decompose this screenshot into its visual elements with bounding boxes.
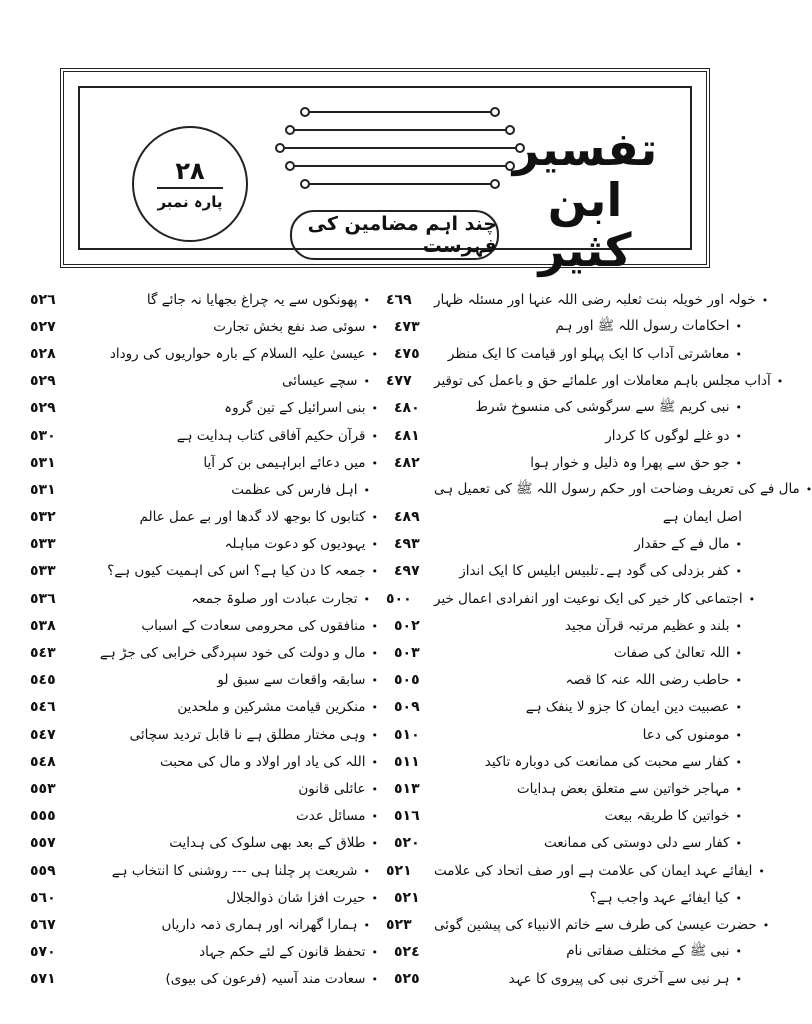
toc-page-number: ٥٢٦ [30,291,56,308]
toc-page-number: ٥٢١ [386,862,412,879]
bullet-icon: • [371,891,378,905]
toc-entry-title: طلاق کے بعد بھی سلوک کی ہدایت [169,835,366,852]
toc-entry-text [78,672,378,688]
toc-entry-text [442,563,742,579]
toc-entry-text [78,482,370,498]
toc-entry-left[interactable] [30,727,388,743]
toc-entry-left[interactable] [30,563,388,579]
toc-entry-title: ایفائے عہد ایمان کی علامت ہے اور صف اتحاد کی علامت [434,862,753,879]
toc-entry-title: سوئی صد نفع بخش تجارت [213,318,366,335]
toc-entry-text [442,672,742,688]
bullet-icon: • [363,483,370,497]
toc-entry-text [78,455,378,471]
toc-page-number: ٥٣٨ [30,617,56,634]
toc-entry-title: اللہ تعالیٰ کی صفات [613,645,730,662]
bullet-icon: • [762,918,770,932]
toc-entry-title: پھونکوں سے یہ چراغ بجھایا نہ جائے گا [146,291,358,308]
toc-entry-text [442,618,742,634]
bullet-icon: • [735,782,742,796]
bullet-icon: • [371,674,378,688]
toc-entry-text [78,835,378,851]
toc-entry-text [78,536,378,552]
bullet-icon: • [805,482,812,496]
toc-row [30,966,742,993]
toc-entry-text [442,754,742,770]
toc-page-number: ٤٧٧ [386,373,412,390]
toc-entry-text [78,319,378,335]
toc-row [30,911,770,938]
toc-entry-left[interactable] [30,781,388,797]
toc-entry-left[interactable] [30,428,388,444]
toc-page-number: ٥٢٠ [394,835,420,852]
toc-entry-text [442,727,742,743]
toc-page-number: ٥٤٥ [30,672,56,689]
bullet-icon: • [371,946,378,960]
para-number-badge [132,126,248,242]
toc-page-number: ٤٨٠ [394,400,420,417]
toc-entry-right[interactable] [388,971,742,987]
toc-page-number: ٥٥٩ [30,862,56,879]
toc-entry-title: میں دعائے ابراہیمی بن کر آیا [203,454,366,471]
bullet-icon: • [363,918,370,932]
toc-page-number: ٤٦٩ [386,291,412,308]
bullet-icon: • [371,429,378,443]
bullet-icon: • [776,375,784,389]
toc-entry-left[interactable] [30,863,380,879]
toc-page-number: ٥١٣ [394,780,420,797]
toc-entry-title: ہر نبی سے آخری نبی کی پیروی کا عہد [508,971,730,988]
toc-entry-right[interactable] [388,428,742,444]
header-inner-border [78,86,692,278]
toc-entry-title: خواتین کا طریقہ بیعت [604,808,730,825]
toc-entry-right[interactable] [388,672,742,688]
toc-row [30,803,742,830]
toc-page-number: ٥٣١ [30,454,56,471]
toc-entry-right[interactable] [388,346,742,362]
toc-entry-text [442,971,742,987]
toc-row [30,857,765,884]
para-number: ٢٨ [157,157,223,189]
toc-entry-text [434,292,768,308]
toc-page-number: ٥١٦ [394,808,420,825]
toc-entry-right[interactable] [388,317,742,337]
book-title: تفسیر ابن کثیر [512,122,658,278]
bullet-icon: • [761,293,769,307]
toc-entry-text [78,863,370,879]
bullet-icon: • [371,619,378,633]
toc-entry-right[interactable] [388,536,742,552]
toc-entry-title: مہاجر خواتین سے متعلق بعض ہدایات [516,780,730,797]
toc-entry-left[interactable] [30,319,388,335]
toc-entry-text [442,509,742,525]
toc-entry-text [78,727,378,743]
toc-entry-right[interactable] [388,808,742,824]
toc-page-number: ٥٥٧ [30,835,56,852]
table-of-contents [30,286,812,993]
toc-entry-text [78,591,370,607]
toc-entry-title: حضرت عیسیٰ کی طرف سے خاتم الانبیاء کی پیشین گوئی [434,916,757,933]
toc-page-number: ٤٨٩ [394,509,420,526]
bullet-icon: • [371,837,378,851]
toc-entry-text [434,480,812,500]
toc-row [30,694,742,721]
toc-entry-right[interactable] [380,916,770,933]
toc-row [30,667,742,694]
bullet-icon: • [371,538,378,552]
toc-entry-title: بنی اسرائیل کے تین گروہ [224,400,366,417]
toc-entry-title: معاشرتی آداب کا ایک پہلو اور قیامت کا ایک منظر [447,345,730,362]
bullet-icon: • [758,864,765,878]
toc-entry-text [442,645,742,661]
toc-entry-title: سابقہ واقعات سے سبق لو [217,672,366,689]
toc-page-number: ٤٨١ [394,427,420,444]
toc-entry-title: عصبیت دین ایمان کا جزو لا ینفک ہے [525,699,730,716]
toc-entry-title: سعادت مند آسیہ (فرعون کی بیوی) [165,971,366,988]
toc-entry-left[interactable] [30,917,380,933]
toc-entry-text [434,373,783,389]
toc-entry-text [442,317,742,337]
toc-entry-right[interactable] [388,645,742,661]
toc-entry-right[interactable] [388,835,742,851]
toc-row [30,939,742,966]
toc-entry-title: کفار سے محبت کی ممانعت کی دوبارہ تاکید [484,753,730,770]
toc-entry-title: حیرت افزا شان ذوالجلال [226,889,366,906]
toc-page-number: ٥٢٩ [30,400,56,417]
toc-entry-right[interactable] [388,727,742,743]
toc-entry-title: منکرین قیامت مشرکین و ملحدین [177,699,366,716]
toc-entry-title: تجارت عبادت اور صلوۃ جمعہ [191,590,358,607]
toc-entry-title: بلند و عظیم مرتبہ قرآن مجید [564,617,730,634]
toc-entry-text [78,292,370,308]
toc-row [30,504,742,531]
toc-entry-text [434,917,769,933]
bullet-icon: • [735,674,742,688]
toc-entry-title: کفار سے دلی دوستی کی ممانعت [544,835,730,852]
toc-row [30,286,769,313]
toc-entry-left[interactable] [30,645,388,661]
toc-entry-left[interactable] [30,536,388,552]
toc-row [30,340,742,367]
toc-entry-text [442,699,742,715]
toc-page-number: ٥٣٣ [30,563,56,580]
toc-entry-text [78,563,378,579]
toc-page-number: ٥١١ [394,753,420,770]
toc-entry-left[interactable] [30,482,380,498]
toc-entry-title: تحفظ قانون کے لئے حکم جہاد [199,944,366,961]
bullet-icon: • [371,782,378,796]
toc-entry-text [78,428,378,444]
bullet-icon: • [735,810,742,824]
toc-entry-left[interactable] [30,699,388,715]
toc-page-number: ٥٤٧ [30,726,56,743]
toc-entry-text [78,373,370,389]
bullet-icon: • [735,319,742,333]
toc-row [30,368,784,395]
toc-entry-title: کیا ایفائے عہد واجب ہے؟ [589,889,730,906]
toc-row [30,449,742,476]
toc-entry-title: دو غلے لوگوں کا کردار [605,427,730,444]
toc-entry-text [442,835,742,851]
bullet-icon: • [363,864,370,878]
bullet-icon: • [363,592,370,606]
toc-row [30,884,742,911]
toc-page-number: ٥٤٨ [30,753,56,770]
toc-entry-right[interactable] [388,942,742,962]
toc-row [30,313,742,340]
toc-entry-right[interactable] [388,618,742,634]
header-frame [60,68,710,278]
bullet-icon: • [371,402,378,416]
toc-entry-right[interactable] [388,509,742,525]
toc-entry-text [442,398,742,418]
bullet-icon: • [735,647,742,661]
bullet-icon: • [735,755,742,769]
toc-page-number: ٥٢٣ [386,916,412,933]
toc-entry-text [78,645,378,661]
toc-entry-title: جو حق سے پھرا وہ ذلیل و خوار ہوا [530,454,730,471]
toc-row [30,721,742,748]
toc-page-number: ٥٦٠ [30,889,56,906]
toc-entry-title: نبی کریم ﷺ سے سرگوشی کی منسوخ شرط [475,399,730,416]
toc-entry-right[interactable] [388,563,742,579]
toc-page-number: ٥٢٩ [30,373,56,390]
bullet-icon: • [748,592,756,606]
bullet-icon: • [735,401,742,415]
toc-entry-left[interactable] [30,944,388,960]
bullet-icon: • [735,619,742,633]
toc-entry-text [78,944,378,960]
toc-page-number: ٥٢٥ [394,971,420,988]
toc-page-number: ٥٠٥ [394,672,420,689]
toc-page-number: ٥٢٧ [30,318,56,335]
toc-row [30,395,742,422]
toc-entry-text [78,971,378,987]
toc-entry-title: مال فے کے حقدار [634,536,730,553]
toc-entry-left[interactable] [30,971,388,987]
toc-entry-title: وہی مختار مطلق ہے نا قابل تردید سچائی [129,726,366,743]
toc-entry-right[interactable] [388,455,742,471]
toc-entry-text [442,536,742,552]
toc-page-number: ٥٣٢ [30,509,56,526]
toc-entry-left[interactable] [30,373,380,389]
toc-entry-right[interactable] [380,862,765,879]
toc-entry-title: منافقوں کی محرومی سعادت کے اسباب [141,617,366,634]
toc-entry-title: سچے عیسائی [281,373,358,390]
toc-entry-title: خولہ اور خویلہ بنت ثعلبہ رضی اللہ عنہا اور مسئلہ ظہار [434,291,756,308]
bullet-icon: • [735,429,742,443]
toc-entry-title: اجتماعی کار خیر کی ایک نوعیت اور انفرادی اعمال خیر [434,590,743,607]
toc-page-number: ٥٣١ [30,481,56,498]
toc-entry-text [78,781,378,797]
toc-entry-text [442,428,742,444]
bullet-icon: • [735,565,742,579]
toc-entry-title: احکامات رسول اللہ ﷺ اور ہم [555,317,730,334]
toc-entry-title: جمعہ کا دن کیا ہے؟ اس کی اہمیت کیوں ہے؟ [107,563,366,580]
toc-entry-right[interactable] [380,590,756,607]
toc-entry-title: شریعت پر چلنا ہی --- روشنی کا انتخاب ہے [111,862,358,879]
toc-page-number: ٥٥٣ [30,780,56,797]
bullet-icon: • [371,347,378,361]
toc-entry-title: مسائل عدت [295,808,366,825]
bullet-icon: • [371,973,378,987]
toc-entry-text [78,890,378,906]
toc-entry-title: ہمارا گھرانہ اور ہماری ذمہ داریاں [161,916,358,933]
toc-row [30,476,812,503]
toc-entry-left[interactable] [30,591,380,607]
toc-page-number: ٤٨٢ [394,454,420,471]
toc-page-number: ٥٢٤ [394,944,420,961]
toc-entry-title: یہودیوں کو دعوت مباہلہ [224,536,366,553]
toc-entry-left[interactable] [30,754,388,770]
toc-row [30,748,742,775]
toc-entry-text [442,781,742,797]
toc-entry-text [78,754,378,770]
bullet-icon: • [371,728,378,742]
toc-page-number: ٥٣٣ [30,536,56,553]
toc-row [30,612,742,639]
bullet-icon: • [735,837,742,851]
toc-entry-left[interactable] [30,835,388,851]
toc-entry-text [442,346,742,362]
toc-entry-title: عیسیٰ علیہ السلام کے بارہ حواریوں کی روداد [109,345,366,362]
bullet-icon: • [735,891,742,905]
toc-page-number: ٥٠٠ [386,590,412,607]
toc-entry-right[interactable] [388,699,742,715]
toc-page-number: ٥٣٦ [30,590,56,607]
bullet-icon: • [371,701,378,715]
toc-entry-left[interactable] [30,672,388,688]
toc-page-number: ٥٢٨ [30,345,56,362]
toc-entry-left[interactable] [30,509,388,525]
toc-page-number: ٥٧٠ [30,944,56,961]
para-label: پارہ نمبر [157,193,223,211]
toc-page-number: ٥٢١ [394,889,420,906]
toc-entry-text [434,863,765,879]
toc-page-number: ٥٤٦ [30,699,56,716]
toc-entry-title: عائلی قانون [298,780,366,797]
toc-entry-right[interactable] [388,890,742,906]
toc-entry-title: اہل فارس کی عظمت [231,481,358,498]
bullet-icon: • [371,511,378,525]
toc-row [30,585,756,612]
toc-page-number: ٥٥٥ [30,808,56,825]
toc-entry-text [78,509,378,525]
bullet-icon: • [735,945,742,959]
toc-entry-title: کتابوں کا بوجھ لاد گدھا اور بے عمل عالم [139,509,366,526]
toc-row [30,639,742,666]
bullet-icon: • [735,973,742,987]
toc-entry-left[interactable] [30,400,388,416]
toc-entry-title: آداب مجلس باہم معاملات اور علمائے حق و باعمل کی توقیر [434,373,771,390]
toc-entry-text [78,917,370,933]
bullet-icon: • [371,755,378,769]
bullet-icon: • [371,647,378,661]
toc-row [30,775,742,802]
bullet-icon: • [735,728,742,742]
toc-entry-text [442,890,742,906]
toc-entry-text [78,618,378,634]
bullet-icon: • [735,347,742,361]
bullet-icon: • [735,701,742,715]
toc-entry-title: نبی ﷺ کے مختلف صفاتی نام [566,943,730,960]
toc-entry-text [78,346,378,362]
bullet-icon: • [371,320,378,334]
bullet-icon: • [363,293,370,307]
bullet-icon: • [735,456,742,470]
toc-entry-title: قرآن حکیم آفاقی کتاب ہدایت ہے [176,427,366,444]
toc-entry-left[interactable] [30,890,388,906]
toc-entry-left[interactable] [30,618,388,634]
toc-row [30,422,742,449]
toc-page-number: ٥٠٢ [394,617,420,634]
toc-row [30,830,742,857]
toc-entry-right[interactable] [380,373,784,390]
toc-entry-left[interactable] [30,808,388,824]
toc-entry-title: اصل ایمان ہے [662,509,742,526]
toc-entry-text [78,699,378,715]
bullet-icon: • [371,456,378,470]
toc-page-number: ٥٦٧ [30,916,56,933]
toc-page-number: ٤٩٧ [394,563,420,580]
bullet-icon: • [735,538,742,552]
toc-entry-left[interactable] [30,346,388,362]
toc-page-number: ٥٣٠ [30,427,56,444]
toc-page-number: ٤٧٣ [394,318,420,335]
toc-entry-left[interactable] [30,292,380,308]
toc-entry-text [442,808,742,824]
toc-entry-right[interactable] [388,398,742,418]
toc-entry-text [78,808,378,824]
toc-page-number: ٥٠٩ [394,699,420,716]
toc-entry-text [442,455,742,471]
section-subtitle: چند اہم مضامین کی فہرست [290,210,499,260]
toc-row [30,558,742,585]
toc-entry-title: اللہ کی یاد اور اولاد و مال کی محبت [159,753,366,770]
toc-entry-right[interactable] [388,781,742,797]
toc-entry-title: حاطب رضی اللہ عنہ کا قصہ [565,672,730,689]
toc-page-number: ٥١٠ [394,726,420,743]
toc-entry-title: مال و دولت کی خود سپردگی خرابی کی جڑ ہے [99,645,366,662]
toc-entry-text [434,591,755,607]
toc-entry-title: کفر بزدلی کی گود ہے۔تلبیس ابلیس کا ایک انداز [459,563,730,580]
bullet-icon: • [371,565,378,579]
toc-entry-text [78,400,378,416]
toc-entry-title: مومنوں کی دعا [642,726,730,743]
toc-entry-left[interactable] [30,455,388,471]
toc-page-number: ٤٩٣ [394,536,420,553]
toc-entry-right[interactable] [380,291,769,308]
toc-page-number: ٥٤٣ [30,645,56,662]
toc-page-number: ٥٠٣ [394,645,420,662]
toc-entry-text [442,942,742,962]
toc-entry-right[interactable] [388,754,742,770]
toc-row [30,531,742,558]
toc-page-number: ٤٧٥ [394,345,420,362]
toc-page-number: ٥٧١ [30,971,56,988]
bullet-icon: • [371,810,378,824]
bullet-icon: • [363,375,370,389]
toc-entry-title: مال فے کی تعریف وضاحت اور حکم رسول اللہ ﷺ کی تعمیل ہی [434,480,800,497]
toc-entry-right[interactable] [380,480,812,500]
